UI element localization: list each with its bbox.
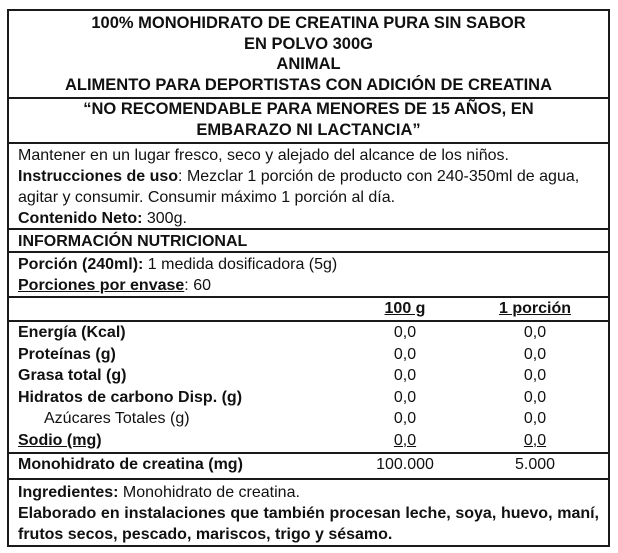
product-category: ALIMENTO PARA DEPORTISTAS CON ADICIÓN DE CREATINA xyxy=(64,75,553,94)
value-per-portion: 0,0 xyxy=(523,367,547,384)
portion-block xyxy=(9,254,608,297)
warning-block xyxy=(9,99,608,142)
instructions-text xyxy=(18,166,608,208)
table-header-row xyxy=(9,298,608,320)
product-title-block xyxy=(9,11,608,97)
value-per-portion: 0,0 xyxy=(523,324,547,341)
brand-name: ANIMAL xyxy=(276,55,341,73)
nutrient-name: Hidratos de carbono Disp. (g) xyxy=(18,388,243,406)
nutrient-name: Sodio (mg) xyxy=(18,431,102,449)
value-per-100g: 100.000 xyxy=(376,456,434,473)
ingredients xyxy=(18,482,599,503)
table-row xyxy=(9,454,608,476)
instructions-value: : Mezclar 1 porción de producto con 240-350ml de agua, agitar y consumir. Consumir máximo 1 porción al día. xyxy=(18,168,580,206)
value-per-portion: 0,0 xyxy=(523,388,547,406)
warning-line-2: EMBARAZO NI LACTANCIA” xyxy=(196,121,421,139)
table-row xyxy=(9,344,608,366)
value-per-100g: 0,0 xyxy=(393,410,417,427)
value-per-100g: 0,0 xyxy=(393,388,417,406)
ingredients-label: Ingredientes: xyxy=(18,484,119,501)
nutrition-title: INFORMACIÓN NUTRICIONAL xyxy=(18,233,248,250)
ingredients-block xyxy=(9,480,608,545)
net-content-value: 300g. xyxy=(142,210,187,227)
servings-per-container xyxy=(18,275,608,296)
allergen-warning: Elaborado en instalaciones que también procesan leche, soya, huevo, maní, frutos secos, pescado, mariscos, trigo y sésamo. xyxy=(18,505,599,543)
nutrient-name: Proteínas (g) xyxy=(18,345,116,363)
value-per-portion: 0,0 xyxy=(523,345,547,363)
portion-value: 1 medida dosificadora (5g) xyxy=(143,256,338,273)
column-header-100g: 100 g xyxy=(384,300,426,317)
nutrition-table xyxy=(9,298,608,478)
table-row xyxy=(9,408,608,430)
net-content-label: Contenido Neto: xyxy=(18,210,143,227)
value-per-100g: 0,0 xyxy=(393,324,417,341)
nutrient-name: Azúcares Totales (g) xyxy=(44,410,190,427)
table-row xyxy=(9,430,608,452)
storage-text: Mantener en un lugar fresco, seco y alejado del alcance de los niños. xyxy=(18,147,509,164)
servings-value: : 60 xyxy=(184,277,211,294)
value-per-portion: 0,0 xyxy=(523,431,547,449)
value-per-portion: 0,0 xyxy=(523,410,547,427)
warning-line-1: “NO RECOMENDABLE PARA MENORES DE 15 AÑOS, EN xyxy=(83,100,534,118)
nutrient-name: Grasa total (g) xyxy=(18,367,127,384)
value-per-100g: 0,0 xyxy=(393,367,417,384)
usage-info-block xyxy=(9,144,608,229)
portion-label: Porción (240ml): xyxy=(18,256,144,273)
nutrient-name: Energía (Kcal) xyxy=(18,324,126,341)
product-title-line-2: EN POLVO 300G xyxy=(244,34,373,53)
column-header-portion: 1 porción xyxy=(498,300,571,317)
ingredients-value: Monohidrato de creatina. xyxy=(118,484,300,501)
table-row xyxy=(9,365,608,387)
value-per-100g: 0,0 xyxy=(393,431,417,449)
net-content xyxy=(18,208,608,229)
servings-label: Porciones por envase xyxy=(18,277,185,294)
divider xyxy=(9,251,608,253)
divider xyxy=(9,228,608,230)
portion-size xyxy=(18,254,608,275)
value-per-100g: 0,0 xyxy=(393,345,417,363)
table-row xyxy=(9,387,608,409)
instructions-label: Instrucciones de uso xyxy=(18,168,179,185)
nutrient-name: Monohidrato de creatina (mg) xyxy=(18,456,243,473)
product-title-line-1: 100% MONOHIDRATO DE CREATINA PURA SIN SABOR xyxy=(91,14,526,32)
table-row xyxy=(9,322,608,344)
nutrition-label xyxy=(7,9,610,547)
value-per-portion: 5.000 xyxy=(514,456,556,473)
